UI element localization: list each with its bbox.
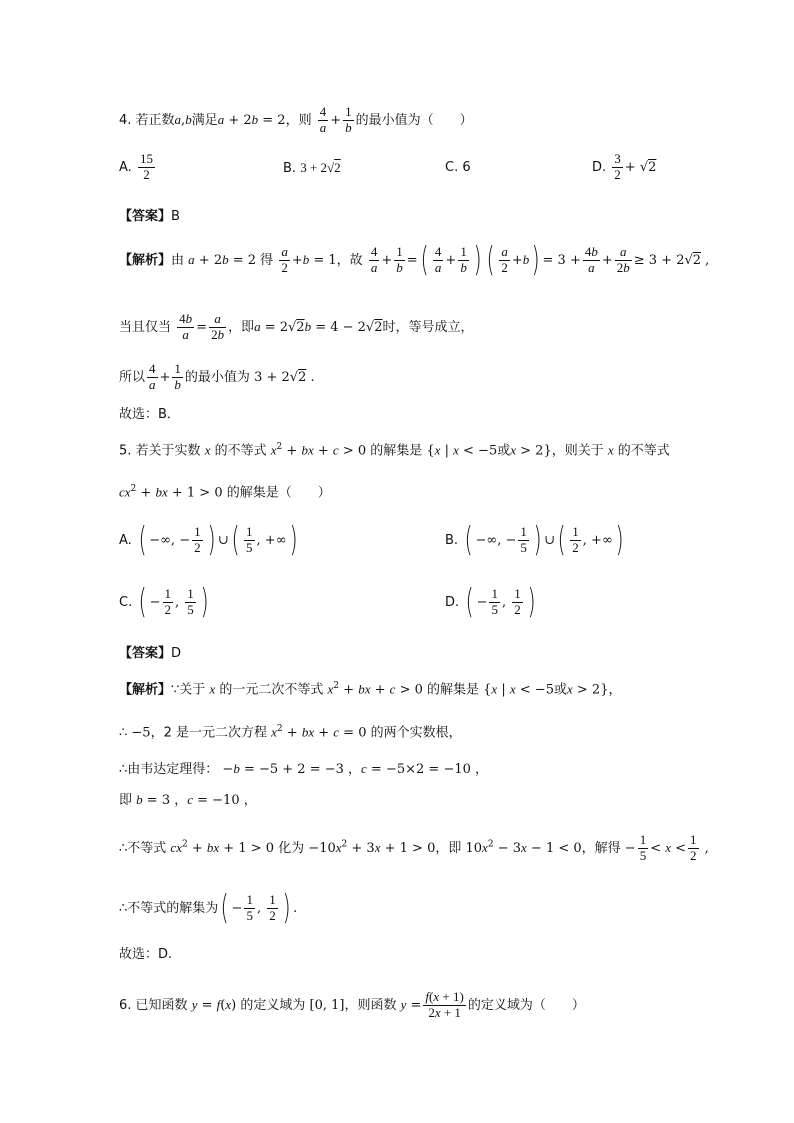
q4-answer: 【答案】B — [119, 209, 180, 224]
q5-option-a[interactable]: A. ( −∞, − $\frac{1}{2}$ ) ∪( $\frac{1}{5}$ , +∞) — [119, 520, 298, 561]
q5-answer: 【答案】D — [119, 646, 182, 661]
q5-analysis-line2: ∴ −5，2 是一元二次方程 $x^2$ + bx + c = 0 的两个实数根， — [119, 724, 462, 741]
q4-option-b[interactable]: B. 3 + 2√2 — [283, 160, 341, 176]
q5-option-c[interactable]: C. ( − $\frac{1}{2}$ , $\frac{1}{5}$ ) — [119, 582, 209, 623]
q4-number: 4. 若正数 — [119, 112, 175, 128]
q4-analysis-line2: 当且仅当 $\frac{4b}{a}$ = $\frac{a}{2b}$ ，即a = 2√2b = 4 − 2√2时，等号成立， — [119, 311, 474, 342]
q5-stem-line1: 5. 若关于实数 x 的不等式 $x^2$ + bx + c > 0 的解集是 {x | x < −5或x > 2}，则关于 x 的不等式 — [119, 442, 670, 459]
q4-option-a[interactable]: A. $\frac{15}{2}$ — [119, 151, 153, 182]
q5-option-b[interactable]: B. ( −∞, − $\frac{1}{5}$ ) ∪( $\frac{1}{2}$ , +∞) — [445, 520, 624, 561]
q4-analysis-line3: 所以 $\frac{4}{a}$ + $\frac{1}{b}$ 的最小值为 3 + 2√2 . — [119, 361, 315, 392]
q4-analysis-line1: 【解析】由 a + 2b = 2 得 $\frac{a}{2}$ +b = 1，故 $\frac{4}{a}$ + $\frac{1}{b}$ =( $\frac{4}{a}$ + $\frac{1}{b}$ ) ( $\frac{a}{2}$ +b) = 3 + $\frac{4b}{a}$ + $\frac{a}{2b}$ ≥ 3 + 2√2 , — [119, 240, 710, 281]
q5-analysis-line6: ∴不等式的解集为( − $\frac{1}{5}$ , $\frac{1}{2}$ ) . — [119, 888, 298, 929]
q5-analysis-line3: ∴由韦达定理得： −b = −5 + 2 = −3 ，c = −5×2 = −10 ， — [119, 761, 489, 777]
q4-option-c[interactable]: C. 6 — [445, 160, 471, 175]
q4-stem: 4. 若正数a,b满足a + 2b = 2，则 $\frac{4}{a}$ + $\frac{1}{b}$ 的最小值为（ ） — [119, 104, 473, 135]
q4-option-d[interactable]: D. $\frac{3}{2}$ + √2 — [592, 151, 657, 182]
q6-stem: 6. 已知函数 y = f(x) 的定义域为 [0, 1]，则函数 y = $\frac{f(x + 1)}{2x + 1}$ 的定义域为（ ） — [119, 989, 585, 1020]
q5-analysis-line5: ∴不等式 $cx^2$ + bx + 1 > 0 化为 $-10x^2 + 3x + 1 > 0$，即 $10x^2 - 3x - 1 < 0$，解得 − $\frac{1}{5}$ < x < $\frac{1}{2}$ , — [119, 832, 709, 863]
q5-stem-line2: $cx^2$ + bx + 1 > 0 的解集是（ ） — [119, 484, 331, 501]
q4-choose: 故选：B． — [119, 407, 180, 422]
q5-choose: 故选：D. — [119, 947, 173, 962]
q5-analysis-line4: 即 b = 3 ，c = −10 ， — [119, 792, 257, 808]
q5-analysis-line1: 【解析】∵关于 x 的一元二次不等式 $x^2$ + bx + c > 0 的解集是 {x | x < −5或x > 2}， — [119, 681, 622, 698]
q5-option-d[interactable]: D. ( − $\frac{1}{5}$ , $\frac{1}{2}$ ) — [445, 582, 536, 623]
